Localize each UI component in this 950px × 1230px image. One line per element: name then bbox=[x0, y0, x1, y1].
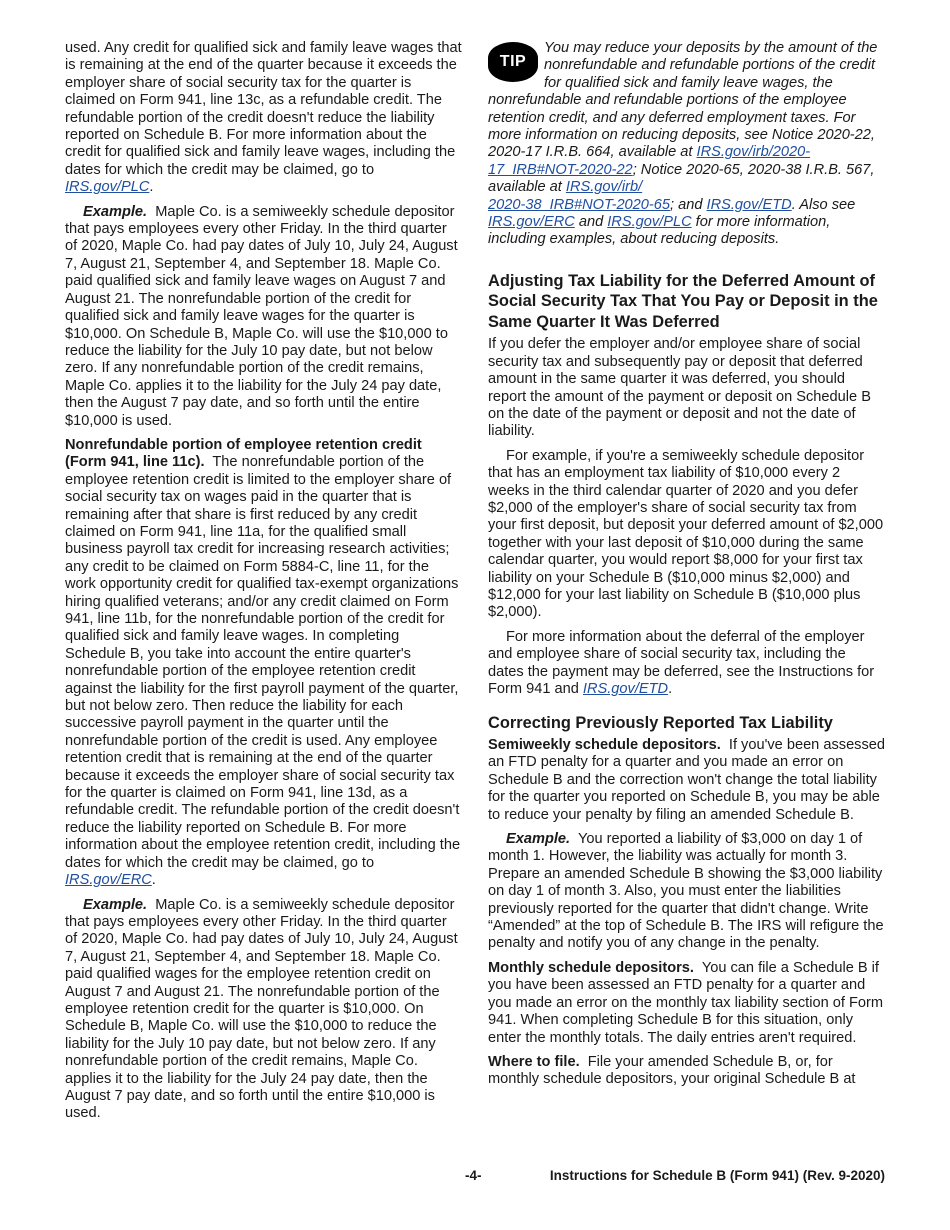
erc-heading: Nonrefundable portion of employee retention credit (Form 941, line 11c). bbox=[65, 436, 422, 471]
where-to-file-paragraph: Where to file. File your amended Schedule B, or, for monthly schedule depositors, your original Schedule B at bbox=[488, 1053, 856, 1088]
irb-2020-38-link-part1[interactable]: IRS.gov/irb/ bbox=[565, 179, 643, 196]
example-label: Example. bbox=[506, 831, 571, 848]
example-amended: Example. You reported a liability of $3,000 on day 1 of month 1. However, the liability was actually for month 3. Prepare an amended Schedule B showing the $3,000 liability on day 1 of month 3. Also, you must enter the liabilities previously reported for the quarter that didn't change. Write “Amended” at the top of Schedule B. The IRS will refigure the penalty and notify you of any change in the penalty. bbox=[488, 831, 884, 952]
tip-icon: TIP bbox=[488, 42, 538, 82]
irs-plc-link[interactable]: IRS.gov/PLC bbox=[65, 179, 150, 196]
document-title: Instructions for Schedule B (Form 941) (Rev. 9-2020) bbox=[549, 1168, 885, 1183]
sick-leave-credit-paragraph: used. Any credit for qualified sick and family leave wages that is remaining at the end of the quarter because it exceeds the employer share of social security tax for the quarter is claimed on Form 941, line 13c, as a refundable credit. The refundable portion of the credit doesn't reduce the liability reported on Schedule B. For more information about the credit for qualified sick and family leave wages, including the dates for which the credit may be claimed, go to IRS.gov/PLC. bbox=[65, 40, 462, 196]
irs-etd-link[interactable]: IRS.gov/ETD bbox=[582, 681, 669, 698]
example-sick-leave: Example. Maple Co. is a semiweekly schedule depositor that pays employees every other Friday. In the third quarter of 2020, Maple Co. had pay dates of July 10, July 24, August 7, August 21, September 4, and September 18. Maple Co. paid qualified sick and family leave wages on August 7 and August 21. The nonrefundable portion of the credit for qualified sick and family leave wages for the quarter is $10,000. On Schedule B, Maple Co. will use the $10,000 to reduce the liability for the July 10 pay date, but not below zero. If any nonrefundable portion of the credit remains, Maple Co. applies it to the liability for the July 24 pay date, then the August 7 pay date, and so forth until the entire $10,000 is used. bbox=[65, 203, 458, 429]
irs-erc-link[interactable]: IRS.gov/ERC bbox=[65, 872, 152, 889]
where-label: Where to file. bbox=[488, 1053, 580, 1070]
tip-box: TIP You may reduce your deposits by the amount of the nonrefundable and refundable portions of the credit for qualified sick and family leave wages, the nonrefundable and refundable portions of the employee retention credit, and any deferred employment taxes. For more information on reducing deposits, see Notice 2020-22, 2020-17 I.R.B. 664, available at IRS.gov/irb/2020-17_IRB#NOT-2020-22; Notice 2020-65, 2020-38 I.R.B. 567, available at IRS.gov/irb/ 2020-38_IRB#NOT-2020-65; and IRS.gov/ETD. Also see IRS.gov/ERC and IRS.gov/PLC for more information, including examples, about reducing deposits. bbox=[488, 40, 878, 248]
adjusting-paragraph-2: For example, if you're a semiweekly schedule depositor that has an employment tax liability of $10,000 every 2 weeks in the third calendar quarter of 2020 and you defer $2,000 of the employer's share of social security tax from your first deposit, but deposit your deferred amount of $2,000 together with your last deposit of $10,000 during the same calendar quarter, you would report $8,000 for your first tax liability on your Schedule B ($10,000 minus $2,000) and $12,000 for your last liability on Schedule B ($10,000 plus $2,000). bbox=[488, 447, 884, 621]
erc-paragraph: Nonrefundable portion of employee retention credit (Form 941, line 11c). The nonrefundable portion of the employee retention credit is limited to the employer share of social security tax on wages paid in the quarter that is remaining after that share is first reduced by any credit claimed on Form 941, line 11a, for the qualified small business payroll tax credit for increasing research activities; any credit to be claimed on Form 5884-C, line 11, for the work opportunity credit for qualified tax-exempt organizations hiring qualified veterans; and/or any credit claimed on Form 941, line 11b, for the nonrefundable portion of the credit for qualified sick and family leave wages. In completing Schedule B, you take into account the entire quarter's nonrefundable portion of the employee retention credit against the liability for the first payroll payment of the quarter, but not below zero. Then reduce the liability for each successive payroll payment in the quarter until the nonrefundable portion of the credit is used. Any employee retention credit that is remaining at the end of the quarter because it exceeds the employer share of social security tax for the quarter is claimed on Form 941, line 13d, as a refundable credit. The refundable portion of the credit doesn't reduce the liability reported on Schedule B. For more information about the employee retention credit, including the dates for which the credit may be claimed, go to IRS.gov/ERC. bbox=[65, 436, 461, 889]
irb-2020-17-link[interactable]: IRS.gov/irb/2020-17_IRB#NOT-2020-22 bbox=[488, 144, 811, 178]
semiweekly-paragraph: Semiweekly schedule depositors. If you've been assessed an FTD penalty for a quarter and you made an error on Schedule B and the correction won't change the total liability for the quarter you reported on Schedule B, you may be able to reduce your penalty by filing an amended Schedule B. bbox=[488, 737, 886, 823]
left-column bbox=[65, 40, 462, 1130]
heading-correcting-liability: Correcting Previously Reported Tax Liability bbox=[488, 713, 833, 732]
monthly-paragraph: Monthly schedule depositors. You can file a Schedule B if you have been assessed an FTD penalty for a quarter and you made an error on the monthly tax liability section of Form 941. When completing Schedule B for this situation, only enter the monthly totals. The daily entries aren't required. bbox=[488, 959, 884, 1046]
right-column bbox=[488, 40, 885, 1096]
semiweekly-label: Semiweekly schedule depositors. bbox=[488, 737, 721, 753]
irs-erc-link[interactable]: IRS.gov/ERC bbox=[488, 214, 575, 231]
heading-adjusting-tax-liability: Adjusting Tax Liability for the Deferred Amount of Social Security Tax That You Pay or Deposit in the Same Quarter It Was Deferred bbox=[488, 271, 878, 331]
example-erc: Example. Maple Co. is a semiweekly schedule depositor that pays employees every other Friday. In the third quarter of 2020, Maple Co. had pay dates of July 10, July 24, August 7, August 21, September 4, and September 18. Maple Co. paid qualified wages for the employee retention credit on August 7 and August 21. The nonrefundable portion of the employee retention credit for the quarter is $10,000. On Schedule B, Maple Co. will use the $10,000 to reduce the liability for the July 10 pay date, but not below zero. If any nonrefundable portion of the credit remains, Maple Co. applies it to the liability for the July 24 pay date, then the August 7 pay date, and so forth until the entire $10,000 is used. bbox=[65, 896, 458, 1122]
irs-plc-link[interactable]: IRS.gov/PLC bbox=[607, 214, 692, 231]
page-number: -4- bbox=[465, 1168, 482, 1183]
irb-2020-38-link-part2[interactable]: 2020-38_IRB#NOT-2020-65 bbox=[488, 196, 671, 213]
irs-etd-link[interactable]: IRS.gov/ETD bbox=[706, 196, 792, 213]
monthly-label: Monthly schedule depositors. bbox=[488, 959, 694, 976]
adjusting-paragraph-1: If you defer the employer and/or employee share of social security tax and subsequently pay or deposit that deferred amount in the same quarter it was deferred, you should report the amount of the payment or deposit on Schedule B on the date of the payment or deposit and not the date of liability. bbox=[488, 336, 871, 440]
example-label: Example. bbox=[83, 896, 148, 913]
example-label: Example. bbox=[83, 203, 148, 220]
adjusting-paragraph-3: For more information about the deferral of the employer and employee share of social security tax, including the dates the payment may be deferred, see the Instructions for Form 941 and IRS.gov/ETD. bbox=[488, 628, 875, 698]
